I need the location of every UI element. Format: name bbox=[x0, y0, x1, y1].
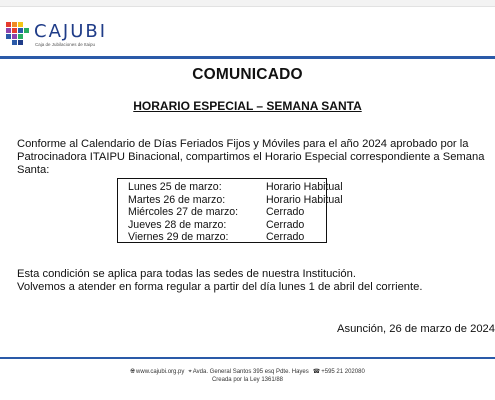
globe-icon: 🌐︎ bbox=[130, 369, 136, 375]
schedule-day: Miércoles 27 de marzo: bbox=[128, 206, 239, 218]
footer-law: Creada por la Ley 1361/88 bbox=[211, 377, 284, 383]
schedule-status: Horario Habitual bbox=[266, 181, 343, 193]
schedule-row bbox=[118, 181, 343, 194]
logo-wordmark: CAJUBI bbox=[34, 21, 108, 42]
schedule-day: Lunes 25 de marzo: bbox=[128, 181, 222, 193]
footer-website-link[interactable]: www.cajubi.org.py bbox=[136, 369, 185, 375]
schedule-day: Viernes 29 de marzo: bbox=[128, 231, 229, 243]
document-subtitle bbox=[0, 99, 495, 113]
logo-subtitle: Caja de Jubilaciones de Itaipu bbox=[35, 42, 96, 47]
schedule-row bbox=[118, 193, 343, 207]
phone-icon: ☎ bbox=[312, 369, 321, 375]
intro-paragraph: Conforme al Calendario de Días Feriados Fijos y Móviles para el año 2024 aprobado por la Patrocinadora ITAIPU Binacional, compartimos el Horario Especial correspondiente a Semana Santa: bbox=[17, 138, 485, 176]
schedule-row bbox=[118, 206, 326, 219]
schedule-row bbox=[118, 231, 326, 244]
schedule-status: Cerrado bbox=[266, 218, 305, 231]
cajubi-logo bbox=[4, 20, 144, 50]
closing-paragraph bbox=[17, 268, 491, 295]
schedule-day: Martes 26 de marzo: bbox=[128, 193, 226, 206]
closing-line-2: Volvemos a atender en forma regular a partir del día lunes 1 de abril del corriente. bbox=[17, 281, 423, 294]
schedule-status: Cerrado bbox=[266, 231, 305, 243]
schedule-table bbox=[117, 178, 343, 243]
logo-mark-icon bbox=[4, 20, 32, 48]
schedule-status: Horario Habitual bbox=[266, 193, 343, 206]
subtitle-text: HORARIO ESPECIAL – SEMANA SANTA bbox=[133, 99, 362, 113]
top-edge bbox=[0, 0, 495, 7]
document-title: COMUNICADO bbox=[192, 66, 303, 83]
footer-phone: +595 21 202080 bbox=[321, 369, 365, 375]
schedule-day: Jueves 28 de marzo: bbox=[128, 218, 227, 231]
location-pin-icon: ⌖ bbox=[188, 369, 192, 375]
footer-address: Avda. General Santos 395 esq Pdte. Hayes bbox=[192, 369, 309, 375]
closing-line-1: Esta condición se aplica para todas las sedes de nuestra Institución. bbox=[17, 268, 356, 280]
footer-divider bbox=[0, 357, 495, 359]
schedule-row bbox=[118, 219, 326, 232]
schedule-status: Cerrado bbox=[266, 206, 305, 218]
footer bbox=[0, 368, 495, 384]
footer-contact-line bbox=[0, 368, 495, 376]
place-date-signoff: Asunción, 26 de marzo de 2024 bbox=[337, 323, 495, 335]
header-divider bbox=[0, 56, 495, 59]
